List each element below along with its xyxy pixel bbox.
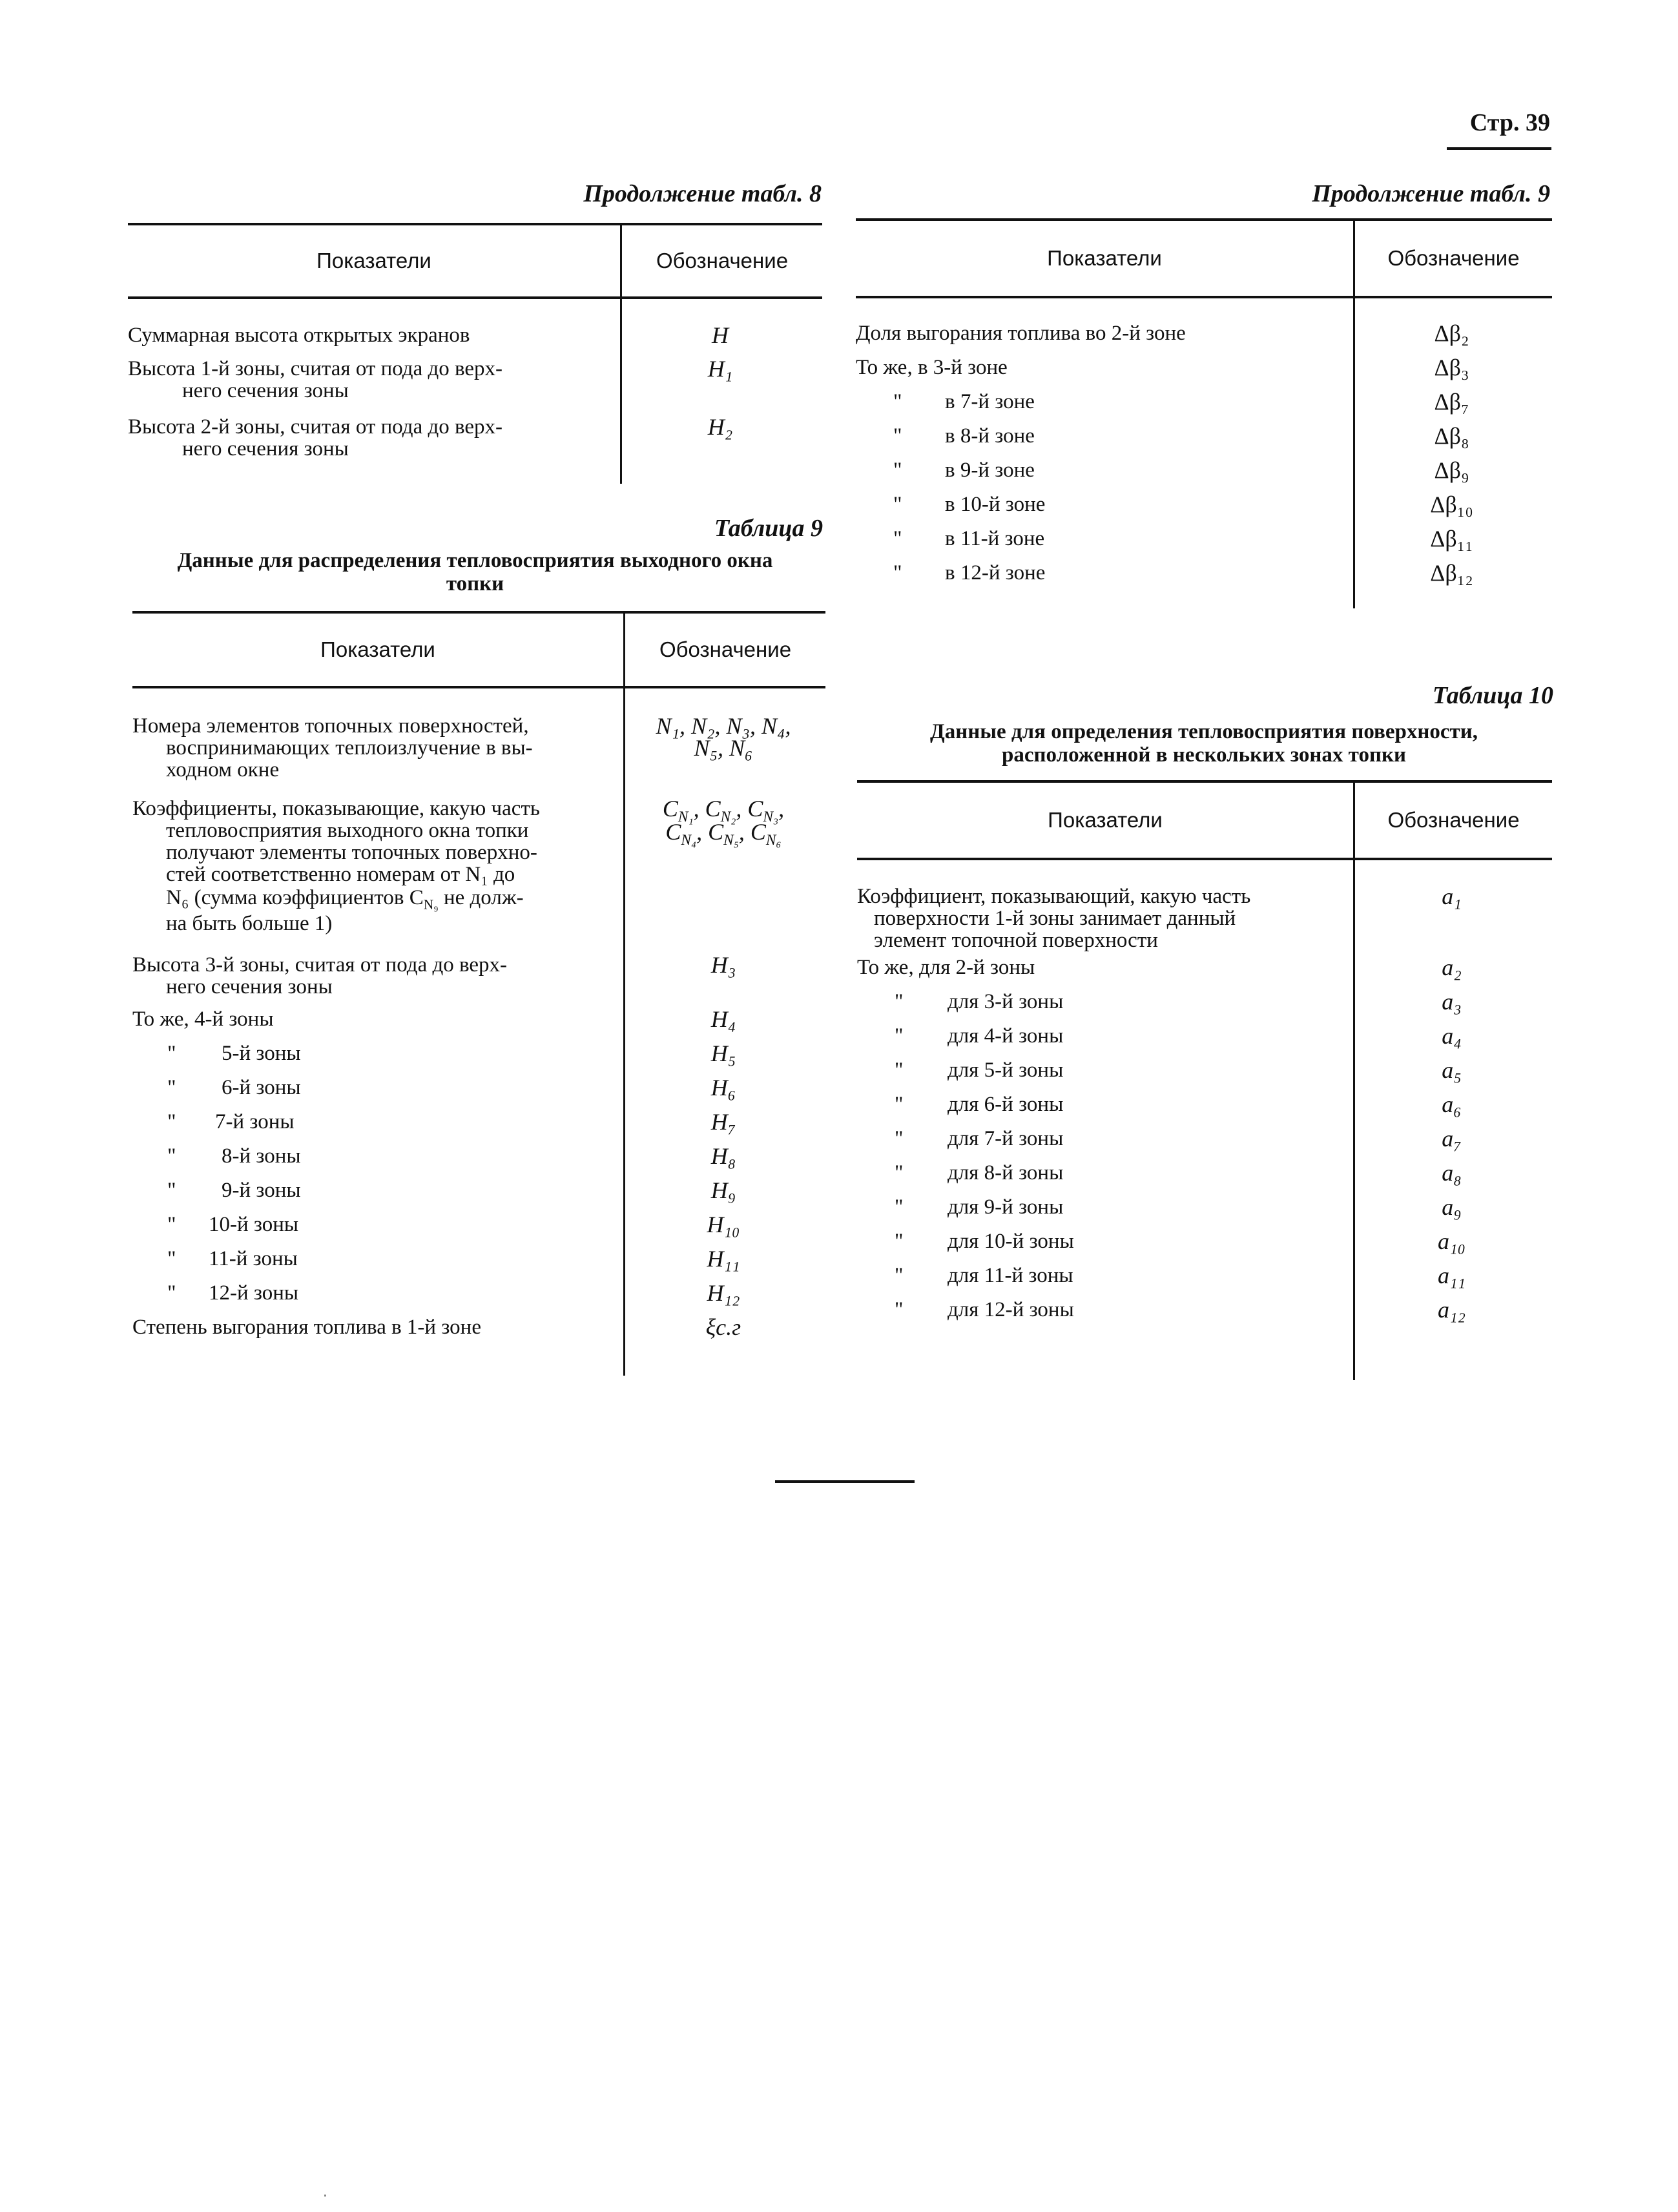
row-symbol: ξс.г xyxy=(705,1314,741,1340)
column-header-symbol: Обозначение xyxy=(1387,808,1520,832)
row-label-continued: поверхности 1-й зоны занимает данный xyxy=(874,907,1236,930)
row-label: Суммарная высота открытых экранов xyxy=(128,324,470,347)
scan-speck xyxy=(324,2195,326,2196)
end-rule xyxy=(775,1480,915,1483)
row-label: для 8-й зоны xyxy=(948,1161,1064,1184)
column-header-symbol: Обозначение xyxy=(1387,246,1520,270)
row-label: Высота 3-й зоны, считая от пода до верх- xyxy=(132,953,508,977)
table-header xyxy=(128,225,822,299)
row-label: 11-й зоны xyxy=(209,1247,298,1270)
row-symbol: a₁₂ xyxy=(1437,1297,1466,1323)
table-header xyxy=(132,614,825,688)
table9-continuation-caption: Продолжение табл. 9 xyxy=(1312,180,1550,207)
ditto-mark: " xyxy=(895,1298,904,1321)
column-header-symbol: Обозначение xyxy=(659,637,792,661)
ditto-mark: " xyxy=(167,1247,176,1270)
row-symbol: H₂ xyxy=(707,414,733,440)
row-label: для 5-й зоны xyxy=(948,1059,1064,1082)
row-label: в 11-й зоне xyxy=(945,527,1045,550)
row-symbol: a₁ xyxy=(1442,884,1462,909)
column-header-indicators: Показатели xyxy=(316,249,431,273)
row-symbol: a₈ xyxy=(1442,1160,1462,1186)
row-label-continued: на быть больше 1) xyxy=(166,912,333,935)
row-label: для 6-й зоны xyxy=(948,1093,1064,1116)
row-symbol: Δβ₁₁ xyxy=(1430,526,1473,552)
row-symbol: H₇ xyxy=(710,1109,736,1135)
row-symbol: N₅, N₆ xyxy=(694,735,753,761)
table9-continuation xyxy=(856,218,1552,608)
table-header xyxy=(857,783,1552,860)
ditto-mark: " xyxy=(893,459,902,482)
row-symbol: Δβ₈ xyxy=(1434,423,1469,449)
row-symbol: Δβ₁₂ xyxy=(1430,560,1473,586)
ditto-mark: " xyxy=(167,1179,176,1202)
row-label: Степень выгорания топлива в 1-й зоне xyxy=(132,1316,481,1339)
table10-number: Таблица 10 xyxy=(1432,682,1553,709)
row-symbol: $C_{N_1}$, $C_{N_2}$, $C_{N_3}$, xyxy=(662,796,785,826)
table8-continuation-caption: Продолжение табл. 8 xyxy=(583,180,822,207)
ditto-mark: " xyxy=(893,390,902,413)
row-symbol: a₄ xyxy=(1442,1023,1462,1049)
row-label: Номера элементов топочных поверхностей, xyxy=(132,714,529,738)
row-label-continued: него сечения зоны xyxy=(182,437,349,460)
row-symbol: a₁₀ xyxy=(1437,1228,1466,1254)
row-label-continued: него сечения зоны xyxy=(182,379,349,402)
column-header-indicators: Показатели xyxy=(1048,808,1163,832)
ditto-mark: " xyxy=(893,561,902,584)
table10 xyxy=(857,780,1552,1377)
row-symbol: a₅ xyxy=(1442,1057,1462,1083)
page-number-rule xyxy=(1447,147,1551,150)
table10-title-line2: расположенной в нескольких зонах топки xyxy=(1001,743,1407,767)
ditto-mark: " xyxy=(895,1059,904,1082)
row-symbol: N₁, N₂, N₃, N₄, xyxy=(656,713,791,739)
row-symbol: Δβ₉ xyxy=(1434,457,1469,483)
ditto-mark: " xyxy=(895,1024,904,1048)
row-label: Коэффициенты, показывающие, какую часть xyxy=(132,797,540,820)
row-symbol: Δβ₂ xyxy=(1434,320,1469,346)
row-label-continued: элемент топочной поверхности xyxy=(874,929,1158,952)
ditto-mark: " xyxy=(895,1195,904,1219)
row-label: 6-й зоны xyxy=(222,1076,301,1099)
column-header-indicators: Показатели xyxy=(320,637,435,661)
ditto-mark: " xyxy=(167,1144,176,1168)
table10-title-line1: Данные для определения тепловосприятия поверхности, xyxy=(930,720,1478,743)
row-symbol: Δβ₁₀ xyxy=(1430,491,1473,517)
ditto-mark: " xyxy=(895,1230,904,1253)
row-label: для 11-й зоны xyxy=(948,1264,1073,1287)
row-symbol: H₁₀ xyxy=(707,1212,740,1237)
row-symbol: H₁₁ xyxy=(707,1246,740,1272)
row-symbol: H₁ xyxy=(707,356,733,382)
row-label-continued: ходном окне xyxy=(166,758,280,781)
row-label: для 4-й зоны xyxy=(948,1024,1064,1048)
row-symbol: a₂ xyxy=(1442,955,1462,980)
row-label: в 8-й зоне xyxy=(945,424,1035,448)
ditto-mark: " xyxy=(167,1042,176,1065)
ditto-mark: " xyxy=(167,1076,176,1099)
row-label-continued: N₆ (сумма коэффициентов $C_{N_9}$ не долж- xyxy=(166,886,524,913)
ditto-mark: " xyxy=(895,990,904,1013)
row-symbol: a₉ xyxy=(1442,1194,1462,1220)
row-label: в 9-й зоне xyxy=(945,459,1035,482)
table8-continuation xyxy=(128,223,822,486)
ditto-mark: " xyxy=(895,1093,904,1116)
row-symbol: H₃ xyxy=(710,952,736,978)
row-label: 12-й зоны xyxy=(209,1281,299,1305)
table9-title xyxy=(128,549,822,595)
row-label: для 9-й зоны xyxy=(948,1195,1064,1219)
ditto-mark: " xyxy=(895,1264,904,1287)
table9-number: Таблица 9 xyxy=(714,515,823,542)
row-label: Доля выгорания топлива во 2-й зоне xyxy=(856,322,1186,345)
ditto-mark: " xyxy=(167,1213,176,1236)
row-symbol: a₇ xyxy=(1442,1126,1462,1152)
table-header xyxy=(856,221,1552,298)
row-label: для 3-й зоны xyxy=(948,990,1064,1013)
row-symbol: a₁₁ xyxy=(1437,1263,1466,1288)
row-symbol: H₄ xyxy=(710,1006,736,1032)
row-label: для 10-й зоны xyxy=(948,1230,1074,1253)
ditto-mark: " xyxy=(895,1161,904,1184)
row-symbol: Δβ₇ xyxy=(1434,389,1469,415)
row-symbol: H₉ xyxy=(710,1177,736,1203)
column-header-indicators: Показатели xyxy=(1047,246,1162,270)
row-label: для 7-й зоны xyxy=(948,1127,1064,1150)
row-symbol: H₆ xyxy=(710,1075,736,1101)
row-symbol: Δβ₃ xyxy=(1434,355,1469,380)
row-label: То же, 4-й зоны xyxy=(132,1008,274,1031)
row-symbol: H xyxy=(712,322,729,348)
page-number: Стр. 39 xyxy=(1469,109,1550,136)
row-label-continued: тепловосприятия выходного окна топки xyxy=(166,819,529,842)
ditto-mark: " xyxy=(895,1127,904,1150)
ditto-mark: " xyxy=(893,527,902,550)
row-label: 7-й зоны xyxy=(215,1110,295,1133)
row-symbol: a₆ xyxy=(1442,1091,1462,1117)
row-label: 8-й зоны xyxy=(222,1144,301,1168)
row-symbol: H₁₂ xyxy=(707,1280,740,1306)
row-label: 10-й зоны xyxy=(209,1213,299,1236)
ditto-mark: " xyxy=(893,493,902,516)
row-label: для 12-й зоны xyxy=(948,1298,1074,1321)
column-header-symbol: Обозначение xyxy=(656,249,789,273)
row-label: То же, в 3-й зоне xyxy=(856,356,1008,379)
row-label: 9-й зоны xyxy=(222,1179,301,1202)
ditto-mark: " xyxy=(167,1281,176,1305)
table9-title-line2: топки xyxy=(446,572,504,595)
row-label-continued: стей соответственно номерам от N₁ до xyxy=(166,863,515,886)
table9 xyxy=(132,611,825,1373)
ditto-mark: " xyxy=(167,1110,176,1133)
row-label-continued: получают элементы топочных поверхно- xyxy=(166,841,537,864)
ditto-mark: " xyxy=(893,424,902,448)
row-label: в 10-й зоне xyxy=(945,493,1046,516)
row-label: Коэффициент, показывающий, какую часть xyxy=(857,885,1251,908)
row-label: 5-й зоны xyxy=(222,1042,301,1065)
row-symbol: H₈ xyxy=(710,1143,736,1169)
row-symbol: $C_{N_4}$, $C_{N_5}$, $C_{N_6}$ xyxy=(665,819,782,849)
row-symbol: H₅ xyxy=(710,1040,736,1066)
row-label-continued: воспринимающих теплоизлучение в вы- xyxy=(166,736,533,760)
row-label: в 12-й зоне xyxy=(945,561,1046,584)
row-label: Высота 1-й зоны, считая от пода до верх- xyxy=(128,357,503,380)
table9-title-line1: Данные для распределения тепловосприятия выходного окна xyxy=(177,549,773,572)
row-label-continued: него сечения зоны xyxy=(166,975,333,998)
row-symbol: a₃ xyxy=(1442,989,1462,1015)
row-label: То же, для 2-й зоны xyxy=(857,956,1035,979)
table10-title xyxy=(856,720,1552,767)
row-label: в 7-й зоне xyxy=(945,390,1035,413)
row-label: Высота 2-й зоны, считая от пода до верх- xyxy=(128,415,503,439)
